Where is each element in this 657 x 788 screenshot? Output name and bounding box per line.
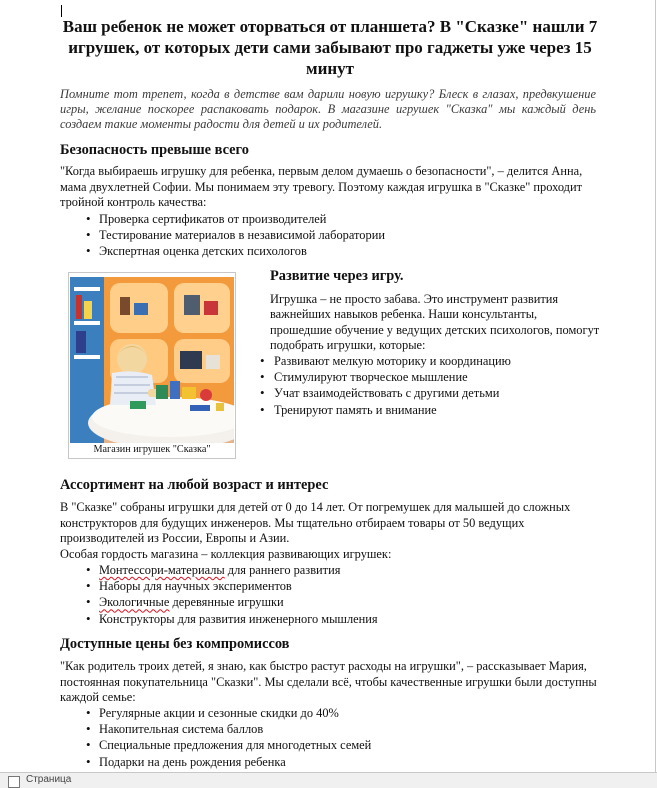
safety-heading: Безопасность превыше всего: [60, 142, 249, 158]
development-paragraph: Игрушка – не просто забава. Это инструмент развития важнейших навыков ребенка. Наши консультанты, прошедшие обучение у ведущих детских психологов, помогут подобрать игрушки, которые:: [270, 292, 600, 353]
list-item: [60, 594, 378, 610]
list-item: • Конструкторы для развития инженерного мышления: [60, 611, 378, 627]
list-item: • Накопительная система баллов: [60, 721, 371, 737]
list-item-text: деревянные игрушки: [169, 595, 284, 610]
photo-caption: Магазин игрушек "Сказка": [93, 444, 211, 455]
spellcheck-word[interactable]: Монтессори-материалы: [99, 563, 225, 577]
status-text: Страница: [26, 774, 72, 785]
list-item: • Учат взаимодействовать с другими детьми: [260, 385, 511, 401]
assortment-paragraph-2: Особая гордость магазина – коллекция развивающих игрушек:: [60, 547, 392, 561]
assortment-list: [60, 562, 378, 627]
store-photo-frame[interactable]: [68, 272, 236, 459]
document-icon[interactable]: [8, 776, 20, 788]
list-item: • Экспертная оценка детских психологов: [60, 243, 385, 259]
assortment-paragraph: В "Сказке" собраны игрушки для детей от 0 до 14 лет. От погремушек для малышей до сложных конструкторов для будущих инженеров. Мы тщательно отбираем товары от 50 ведущих производителей из России, Европы и Азии.: [60, 500, 571, 545]
prices-list: [60, 705, 371, 770]
list-item: • Подарки на день рождения ребенка: [60, 754, 371, 770]
spellcheck-word[interactable]: Экологичные: [99, 595, 170, 610]
development-list: [260, 353, 511, 418]
development-heading: Развитие через игру.: [270, 268, 404, 284]
list-item: [60, 562, 378, 578]
list-item: • Тестирование материалов в независимой лаборатории: [60, 227, 385, 243]
store-photo: [70, 277, 234, 443]
list-item: • Регулярные акции и сезонные скидки до 40%: [60, 705, 371, 721]
list-item: • Стимулируют творческое мышление: [260, 369, 511, 385]
page-title: Ваш ребенок не может оторваться от планшета? В "Сказке" нашли 7 игрушек, от которых дети сами забывают про гаджеты уже через 15 минут: [62, 17, 598, 78]
intro-paragraph: Помните тот трепет, когда в детстве вам дарили новую игрушку? Блеск в глазах, предвкушение игры, желание поскорее распаковать подарок. В магазине игрушек "Сказка" мы каждый день создаем такие моменты радости для детей и их родителей.: [60, 87, 596, 131]
list-item: • Тренируют память и внимание: [260, 402, 511, 418]
list-item: • Развивают мелкую моторику и координацию: [260, 353, 511, 369]
list-item: • Проверка сертификатов от производителей: [60, 211, 385, 227]
prices-paragraph: "Как родитель троих детей, я знаю, как быстро растут расходы на игрушки", – рассказывает Мария, постоянная покупательница "Сказки". Мы сделали всё, чтобы качественные игрушки были доступны каждой семье:: [60, 659, 597, 704]
list-item: • Наборы для научных экспериментов: [60, 578, 378, 594]
list-item: • Специальные предложения для многодетных семей: [60, 737, 371, 753]
assortment-heading: Ассортимент на любой возраст и интерес: [60, 477, 329, 493]
list-item-text: для раннего развития: [224, 563, 341, 577]
safety-list: [60, 211, 385, 260]
safety-paragraph: "Когда выбираешь игрушку для ребенка, первым делом думаешь о безопасности", – делится Анна, мама двухлетней Софии. Мы понимаем эту тревогу. Поэтому каждая игрушка в "Сказке" проходит тройной контроль качества:: [60, 164, 583, 209]
status-bar: [0, 772, 657, 788]
prices-heading: Доступные цены без компромиссов: [60, 636, 290, 652]
